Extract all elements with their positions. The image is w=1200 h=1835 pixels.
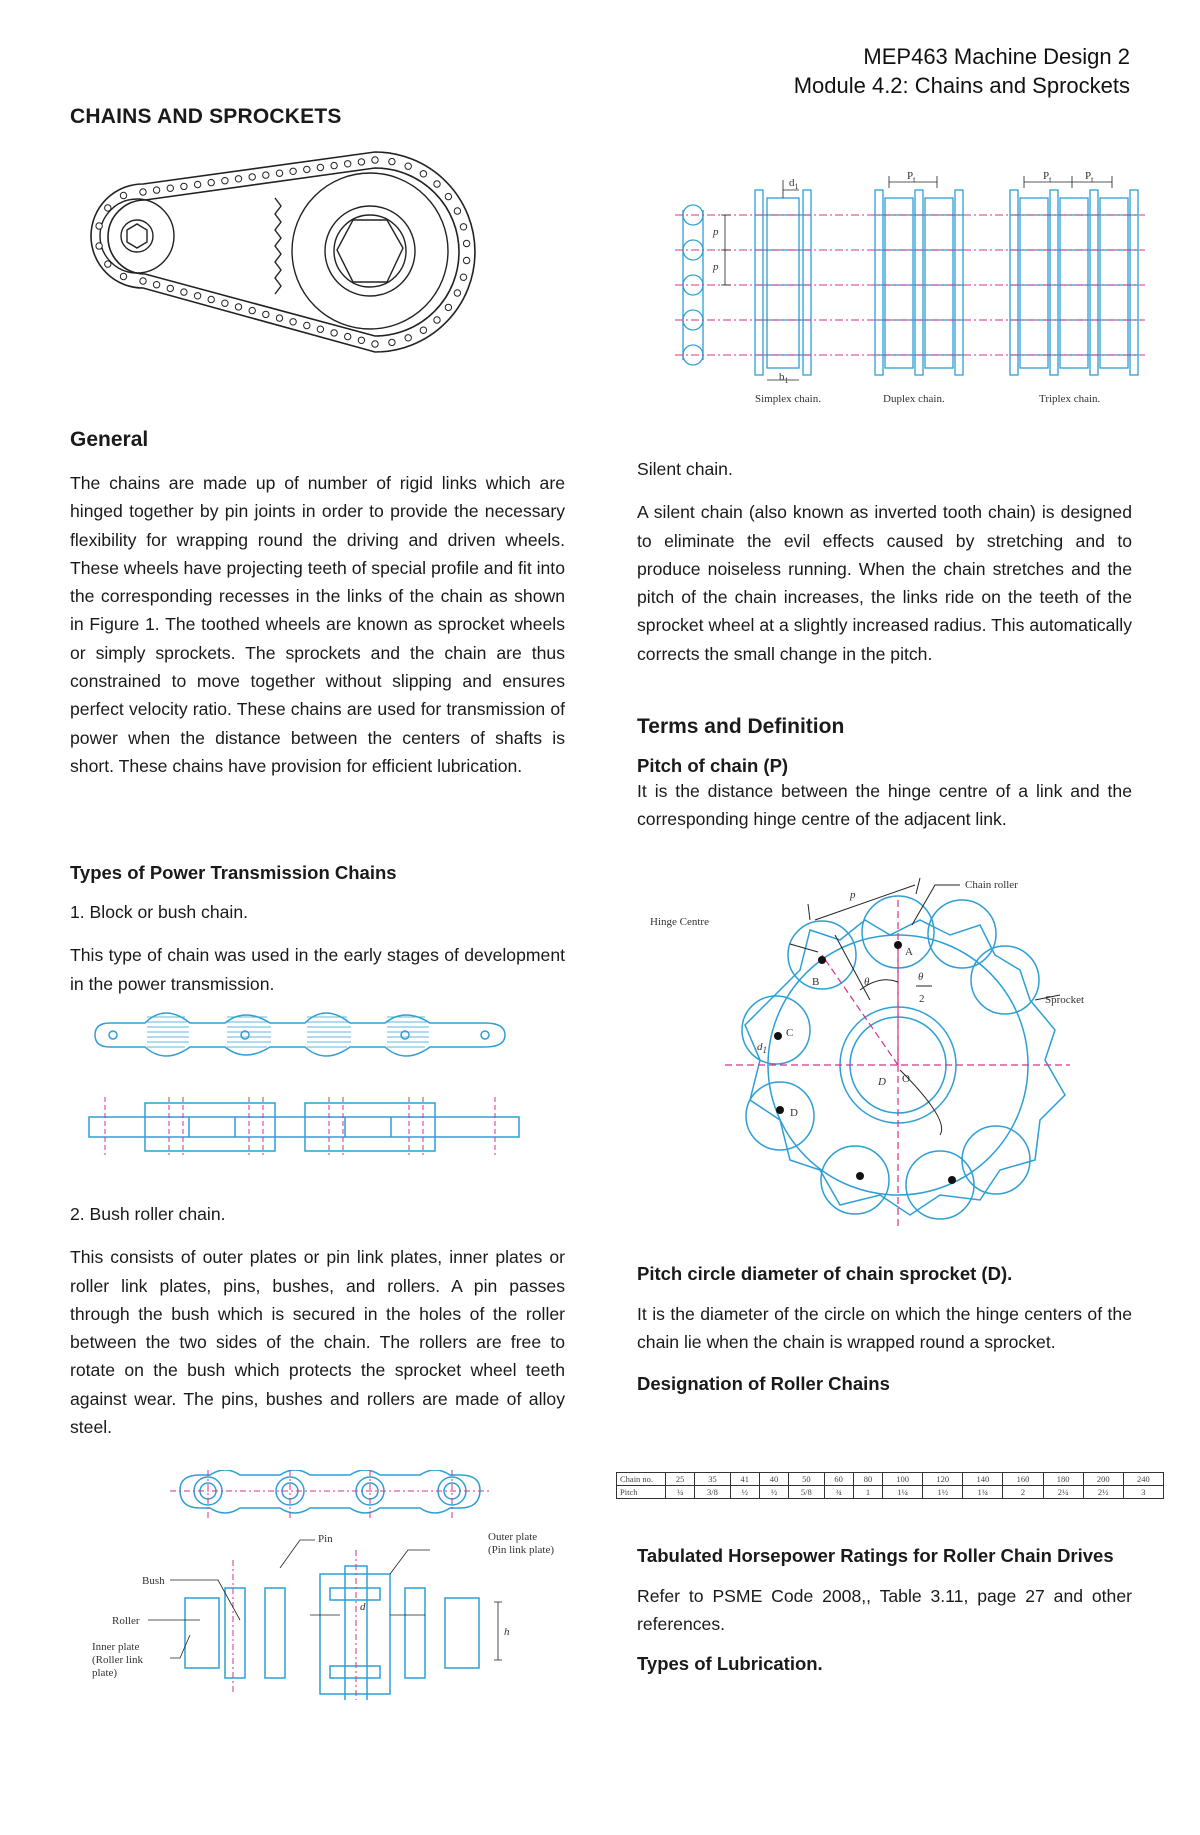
chain-roller <box>463 240 469 246</box>
p-label-2: p <box>713 261 719 273</box>
table-cell: ½ <box>730 1486 759 1499</box>
chain-roller <box>389 158 395 164</box>
table-cell: 140 <box>963 1473 1003 1486</box>
table-cell: 2¼ <box>1043 1486 1083 1499</box>
chain-roller <box>445 304 451 310</box>
block-chain-title: 1. Block or bush chain. <box>70 902 248 922</box>
hp-section <box>637 1545 1132 1675</box>
table-cell: 40 <box>759 1473 788 1486</box>
chain-sprocket-figure <box>85 138 485 368</box>
sprocket-label: Sprocket <box>1045 994 1085 1006</box>
module-title: Module 4.2: Chains and Sprockets <box>793 73 1130 98</box>
chain-roller <box>372 341 378 347</box>
chain-roller <box>249 307 255 313</box>
table-cell: 240 <box>1123 1473 1163 1486</box>
chain-roller <box>105 205 111 211</box>
table-cell: 160 <box>1003 1473 1043 1486</box>
bush-chain-title: 2. Bush roller chain. <box>70 1204 226 1224</box>
d1-label: $d_1$ <box>757 1041 767 1055</box>
chain-roller <box>405 163 411 169</box>
chain-roller <box>167 185 173 191</box>
chain-roller <box>372 157 378 163</box>
inner-plate-label: Inner plate <box>92 1641 140 1653</box>
table-cell: 41 <box>730 1473 759 1486</box>
chain-sprocket-drawing <box>85 138 485 368</box>
designation-table <box>616 1472 1164 1499</box>
bush-chain-text: This consists of outer plates or pin link plates, inner plates or roller link plates, pins, bushes, and rollers. A pin passes through the bush which is secured in the holes of the roller between the two sides of the chain. The rollers are free to rotate on the bush which protects the sprocket wheel teeth against wear. The pins, bushes and rollers are made of alloy steel. <box>70 1247 565 1438</box>
bush-roller-section <box>70 1200 565 1441</box>
chain-roller <box>194 181 200 187</box>
general-heading: General <box>70 428 149 451</box>
pitch-heading: Pitch of chain (P) <box>637 755 789 776</box>
center-o-label: O <box>902 1073 910 1085</box>
pt-label: $P_t$ <box>907 170 916 184</box>
terms-section <box>637 715 1132 834</box>
chain-roller <box>290 319 296 325</box>
chain-roller <box>389 339 395 345</box>
table-cell: 5/8 <box>789 1486 824 1499</box>
point-d-label: D <box>790 1107 798 1119</box>
chain-roller <box>434 181 440 187</box>
types-heading: Types of Power Transmission Chains <box>70 862 397 883</box>
table-cell: 2½ <box>1083 1486 1123 1499</box>
outer-plate-label: Outer plate <box>488 1531 538 1543</box>
chain-roller <box>460 274 466 280</box>
chain-roller <box>463 257 469 263</box>
chain-roller <box>420 171 426 177</box>
table-cell: 35 <box>695 1473 730 1486</box>
d-label: d <box>360 1601 366 1613</box>
chain-roller <box>249 174 255 180</box>
chain-roller <box>105 261 111 267</box>
chain-roller <box>434 317 440 323</box>
chain-roller <box>317 326 323 332</box>
chain-roller <box>331 162 337 168</box>
chain-roller <box>460 224 466 230</box>
chain-roller <box>420 327 426 333</box>
table-cell: 3 <box>1123 1486 1163 1499</box>
chain-roller <box>208 179 214 185</box>
chain-roller <box>290 168 296 174</box>
table-cell: 25 <box>666 1473 695 1486</box>
chain-roller <box>181 183 187 189</box>
chain-roller <box>405 335 411 341</box>
chain-roller <box>181 289 187 295</box>
table-cell: 3/8 <box>695 1486 730 1499</box>
chain-roller <box>140 189 146 195</box>
course-title: MEP463 Machine Design 2 <box>863 44 1130 69</box>
duplex-caption: Duplex chain. <box>883 393 945 405</box>
bush-label: Bush <box>142 1575 165 1587</box>
general-section <box>70 428 565 780</box>
chain-roller <box>358 159 364 165</box>
chain-roller <box>304 322 310 328</box>
table-cell: 1¼ <box>883 1486 923 1499</box>
table-cell: 50 <box>789 1473 824 1486</box>
chain-roller-label: Chain roller <box>965 879 1018 891</box>
table-cell: 80 <box>853 1473 882 1486</box>
chain-roller <box>153 187 159 193</box>
hp-heading: Tabulated Horsepower Ratings for Roller Chain Drives <box>637 1545 1114 1566</box>
chain-roller <box>358 337 364 343</box>
chain-roller <box>222 300 228 306</box>
table-cell: 1¾ <box>963 1486 1003 1499</box>
table-cell: ¼ <box>666 1486 695 1499</box>
pitch-text: It is the distance between the hinge centre of a link and the corresponding hinge centre of the adjacent link. <box>637 781 1132 830</box>
point-b-label: B <box>812 976 820 988</box>
block-chain-text: This type of chain was used in the early stages of development in the power transmission. <box>70 945 565 994</box>
chain-roller <box>235 304 241 310</box>
document-title: CHAINS AND SPROCKETS <box>70 105 342 128</box>
chain-roller <box>153 282 159 288</box>
table-cell: Pitch <box>617 1486 666 1499</box>
chain-roller <box>317 164 323 170</box>
chain-roller <box>208 296 214 302</box>
terms-heading: Terms and Definition <box>637 715 845 738</box>
chain-roller <box>454 208 460 214</box>
designation-heading: Designation of Roller Chains <box>637 1372 890 1394</box>
duplex-view <box>875 190 963 375</box>
hp-text: Refer to PSME Code 2008,, Table 3.11, page 27 and other references. <box>637 1586 1132 1635</box>
point-c-label: C <box>786 1027 794 1039</box>
chain-roller <box>454 290 460 296</box>
table-cell: 2 <box>1003 1486 1043 1499</box>
pt-label-3: $P_t$ <box>1085 170 1094 184</box>
outer-plate-label-2: (Pin link plate) <box>488 1544 554 1556</box>
d1-label: $d_1$ <box>789 177 799 191</box>
table-cell: 120 <box>923 1473 963 1486</box>
silent-chain-title: Silent chain. <box>637 459 733 479</box>
p-label: p <box>713 226 719 238</box>
chain-roller <box>345 333 351 339</box>
chain-roller <box>140 278 146 284</box>
block-chain-figure <box>85 1005 525 1165</box>
theta-label: θ <box>864 976 870 988</box>
chain-roller <box>120 273 126 279</box>
chain-roller <box>167 285 173 291</box>
table-row <box>617 1473 1164 1486</box>
chain-roller <box>345 161 351 167</box>
hinge-centre-label: Hinge Centre <box>650 916 709 928</box>
triplex-view <box>1010 190 1138 375</box>
inner-plate-label-2: (Roller link <box>92 1654 144 1666</box>
chain-roller <box>304 166 310 172</box>
simplex-view <box>755 190 811 375</box>
pt-label-2: $P_t$ <box>1043 170 1052 184</box>
simplex-caption: Simplex chain. <box>755 393 821 405</box>
general-text: The chains are made up of number of rigid links which are hinged together by pin joints in order to provide the necessary flexibility for wrapping round the driving and driven wheels. These wheels have projecting teeth of special profile and fit into the corresponding recesses in the links of the chain as shown in Figure 1. The toothed wheels are known as sprocket wheels or simply sprockets. The sprockets and the chain are thus constrained to move together without slipping and ensures perfect velocity ratio. These chains are used for transmission of power when the distance between the centers of shafts is short. These chains have provision for efficient lubrication. <box>70 473 565 776</box>
chain-roller <box>222 178 228 184</box>
chain-roller <box>120 192 126 198</box>
chain-roller <box>263 172 269 178</box>
table-cell: 1 <box>853 1486 882 1499</box>
chain-roller <box>331 330 337 336</box>
table-cell: Chain no. <box>617 1473 666 1486</box>
theta-half-num: θ <box>918 971 924 983</box>
table-cell: 180 <box>1043 1473 1083 1486</box>
pcd-heading: Pitch circle diameter of chain sprocket (D). <box>637 1263 1013 1284</box>
page-header <box>794 42 1130 100</box>
h-label: h <box>504 1626 510 1638</box>
roller-chain-figure <box>90 1470 570 1700</box>
chain-types-figure <box>675 170 1165 410</box>
chain-roller <box>263 311 269 317</box>
chain-roller <box>96 243 102 249</box>
point-a-label: A <box>905 946 913 958</box>
pcd-section <box>637 1263 1132 1395</box>
table-cell: 1½ <box>923 1486 963 1499</box>
silent-chain-text: A silent chain (also known as inverted tooth chain) is designed to eliminate the evil effects caused by stretching and to produce noiseless running. When the chain stretches and the pitch of the chain increases, the links ride on the teeth of the sprocket wheel at a slightly increased radius. This automatically corrects the small change in the pitch. <box>637 502 1132 664</box>
pitch-p-label: p <box>850 889 856 901</box>
silent-chain-section <box>637 455 1132 668</box>
chain-roller <box>445 193 451 199</box>
table-cell: ½ <box>759 1486 788 1499</box>
chain-roller <box>96 223 102 229</box>
diameter-d-label: D <box>878 1076 886 1088</box>
inner-plate-label-3: plate) <box>92 1667 118 1679</box>
table-row <box>617 1486 1164 1499</box>
lubrication-heading: Types of Lubrication. <box>637 1652 823 1674</box>
chain-roller <box>194 293 200 299</box>
sprocket-pitch-figure <box>650 860 1130 1240</box>
b1-label: $b_1$ <box>779 371 789 385</box>
table-cell: 60 <box>824 1473 853 1486</box>
theta-half-den: 2 <box>919 993 925 1005</box>
table-cell: 200 <box>1083 1473 1123 1486</box>
triplex-caption: Triplex chain. <box>1039 393 1101 405</box>
pin-label: Pin <box>318 1533 333 1545</box>
chain-roller <box>276 315 282 321</box>
chain-roller <box>276 170 282 176</box>
pcd-text: It is the diameter of the circle on which the hinge centers of the chain lie when the chain is wrapped round a sprocket. <box>637 1304 1132 1353</box>
table-cell: ¾ <box>824 1486 853 1499</box>
table-cell: 100 <box>883 1473 923 1486</box>
chain-roller <box>235 176 241 182</box>
types-section <box>70 862 565 998</box>
roller-label: Roller <box>112 1615 140 1627</box>
